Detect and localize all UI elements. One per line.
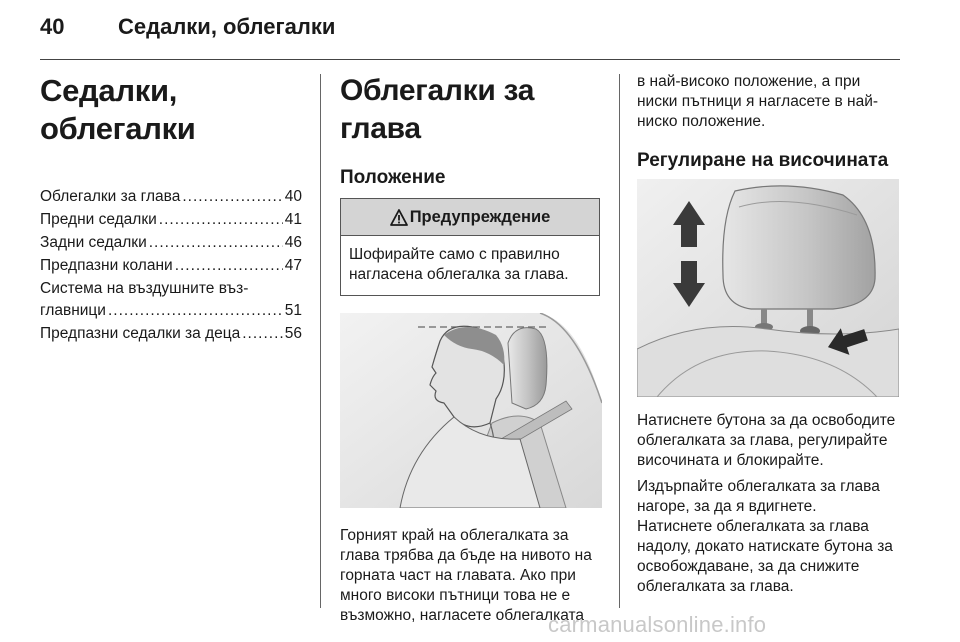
toc-item[interactable]: Облегалки за глава ..... 40 xyxy=(40,186,302,208)
lower-paragraph: Натиснете облегалката за глава надолу, докато натискате бутона за освобождаване, за да снижите облегалката за глава. xyxy=(637,518,893,595)
header-rule xyxy=(40,59,900,60)
table-of-contents xyxy=(40,186,302,345)
headrest-column xyxy=(340,72,602,626)
page-number: 40 xyxy=(40,14,65,39)
height-adjust-heading: Регулиране на височината xyxy=(637,150,889,171)
section-heading: Облегалки за глава xyxy=(340,74,535,145)
watermark: carmanualsonline.info xyxy=(548,612,767,637)
toc-column xyxy=(40,72,302,346)
warning-title: Предупреждение xyxy=(409,207,551,226)
continuation-paragraph: в най-високо положение, а при ниски пътници я нагласете в най-ниско положение. xyxy=(637,73,879,130)
toc-item[interactable]: Задни седалки ..... 46 xyxy=(40,232,302,254)
release-paragraph: Натиснете бутона за да освободите облегалката за глава, регулирайте височината и блокирайте. xyxy=(637,412,896,469)
page-header xyxy=(40,14,920,48)
driver-headrest-figure xyxy=(340,313,602,508)
column-divider xyxy=(619,74,620,608)
toc-item[interactable]: Система на въздушните въз- главници ..... 51 xyxy=(40,278,302,322)
headrest-adjust-figure xyxy=(637,179,899,397)
warning-triangle-icon xyxy=(390,209,408,226)
running-title: Седалки, облегалки xyxy=(118,14,336,39)
adjust-column xyxy=(637,72,902,597)
column-divider xyxy=(320,74,321,608)
warning-box xyxy=(340,198,600,296)
warning-text: Шофирайте само с правилно нагласена облегалка за глава. xyxy=(349,246,569,283)
subsection-heading: Положение xyxy=(340,167,446,188)
toc-item[interactable]: Предни седалки ..... 41 xyxy=(40,209,302,231)
chapter-heading: Седалки, облегалки xyxy=(40,73,196,146)
position-paragraph: Горният край на облегалката за глава трябва да бъде на нивото на горната част на главата. Ако при много високи пътници това не е възможно, нагласете облегалката xyxy=(340,527,592,624)
raise-paragraph: Издърпайте облегалката за глава нагоре, за да я вдигнете. xyxy=(637,478,880,515)
toc-item[interactable]: Предпазни седалки за деца ..... 56 xyxy=(40,323,302,345)
toc-item[interactable]: Предпазни колани ..... 47 xyxy=(40,255,302,277)
